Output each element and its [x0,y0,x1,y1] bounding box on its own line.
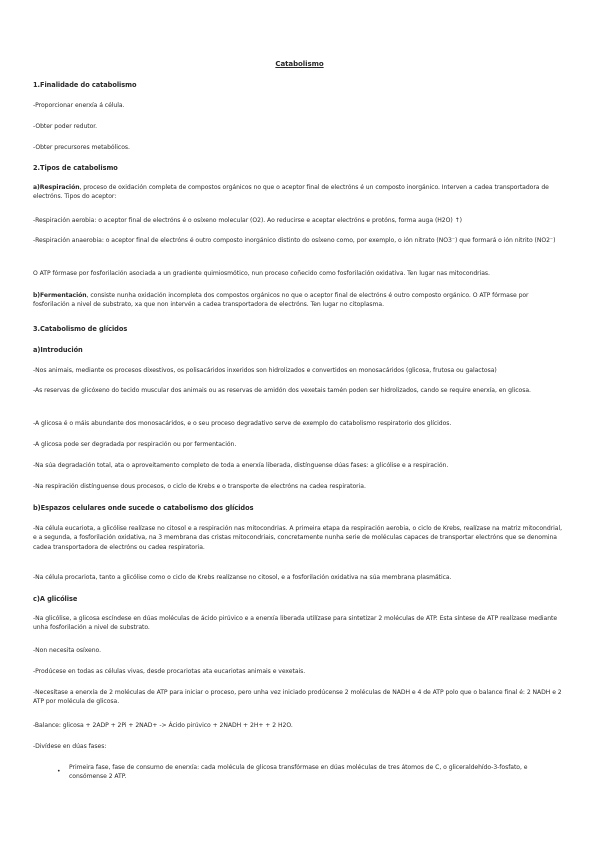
paragraph-respiracion [33,183,566,202]
list-item: -Non necesita osíxeno. [33,647,102,654]
list-item: -Proporcionar enerxía á célula. [33,102,125,109]
balance-equation: -Balance: glicosa + 2ADP + 2Pi + 2NAD+ -> Ácido pirúvico + 2NADH + 2H+ + 2 H2O. [33,722,293,729]
bullet-item: Primeira fase, fase de consumo de enerxía: cada molécula de glicosa transfórmase en dúas moléculas de tres átomos de C, o gliceraldehído-3-fosfato, e consómense 2 ATP. [69,764,528,781]
list-item: -As reservas de glicóxeno do tecido muscular dos animais ou as reservas de amidón dos vexetais tamén poden ser hidrolizados, cando se require enerxía, en glicosa. [33,387,531,394]
paragraph-anaerobia: -Respiración anaerobia: o aceptor final de electróns é outro composto inorgánico distinto do osíxeno como, por exemplo, o ión nitrato (NO3⁻) que formará o ión nitrito (NO2⁻) [33,237,556,244]
list-item: -Necesítase a enerxía de 2 moléculas de ATP para iniciar o proceso, pero unha vez iniciado prodúcense 2 moléculas de NADH e 4 de ATP polo que o balance final é: 2 NADH e 2 ATP por molécula de glicosa. [33,689,562,706]
document-title: Catabolismo [275,60,324,68]
term-respiracion: a)Respiración [33,184,80,191]
paragraph-aerobia: -Respiración aerobia: o aceptor final de electróns é o osíxeno molecular (O2). Ao reducirse e aceptar electróns e protóns, forma auga (H2O) ↑) [33,217,462,224]
fermentacion-text: , consiste nunha oxidación incompleta dos compostos orgánicos no que o aceptor final de electróns é outro composto orgánico. O ATP fórmase por fosforilación a nivel de substrato, xa que non intervén a cadea transportadora de electróns. Ten lugar no citoplasma. [33,292,529,309]
paragraph-atp: O ATP fórmase por fosforilación asociada a un gradiente quimiosmótico, nun proceso coñecido como fosforilación oxidativa. Ten lugar nas mitocondrias. [33,270,490,277]
section-heading-finalidade: 1.Finalidade do catabolismo [33,81,137,89]
list-item: -A glicosa é o máis abundante dos monosacáridos, e o seu proceso degradativo serve de exemplo do catabolismo respiratorio dos glícidos. [33,420,452,427]
respiracion-text: , proceso de oxidación completa de compostos orgánicos no que o aceptor final de electróns é un composto inorgánico. Interven a cadea transportadora de electróns. Tipos do aceptor: [33,184,549,201]
list-item: -Obter precursores metabólicos. [33,144,130,151]
subsection-heading-espazos: b)Espazos celulares onde sucede o catabolismo dos glícidos [33,504,254,512]
paragraph-procariota: -Na célula procariota, tanto a glicólise como o ciclo de Krebs realízanse no citosol, e a fosforilación oxidativa na súa membrana plasmática. [33,574,452,581]
list-item: -A glicosa pode ser degradada por respiración ou por fermentación. [33,441,237,448]
section-heading-tipos: 2.Tipos de catabolismo [33,164,118,172]
list-item: -Na glicólise, a glicosa escíndese en dúas moléculas de ácido pirúvico e a enerxía liberada utilízase para sintetizar 2 moléculas de ATP. Esta síntese de ATP realízase mediante unha fosforilación a nivel de substrato. [33,615,558,632]
term-fermentacion: b)Fermentación [33,292,87,299]
subsection-heading-introducion: a)Introdución [33,346,83,354]
bullet-icon: • [57,768,61,775]
paragraph-eucariota: -Na célula eucariota, a glicólise realízase no citosol e a respiración nas mitocondrias. A primeira etapa da respiración aerobia, o ciclo de Krebs, realízase na matriz mitocondrial, e a segunda, a fosforilación oxidativa, na 3 membrana das cristas mitocondriais, concretamente nunha serie de moléculas capaces de transportar electróns que se denomina cadea transportadora de electróns ou cadea respiratoria. [33,525,562,551]
list-item: -Na súa degradación total, ata o aproveitamento completo de toda a enerxía liberada, distínguense dúas fases: a glicólise e a respiración. [33,462,449,469]
list-item: -Prodúcese en todas as células vivas, desde procariotas ata eucariotas animais e vexetais. [33,668,306,675]
paragraph-fermentacion [33,291,566,310]
list-item: -Na respiración distínguense dous procesos, o ciclo de Krebs e o transporte de electróns na cadea respiratoria. [33,483,366,490]
list-item: -Divídese en dúas fases: [33,743,107,750]
subsection-heading-glicolise: c)A glicólise [33,595,78,603]
section-heading-glicidos: 3.Catabolismo de glícidos [33,325,128,333]
list-item: -Nos animais, mediante os procesos dixestivos, os polisacáridos inxeridos son hidrolizados e convertidos en monosacáridos (glicosa, frutosa ou galactosa) [33,367,497,374]
list-item: -Obter poder redutor. [33,123,98,130]
